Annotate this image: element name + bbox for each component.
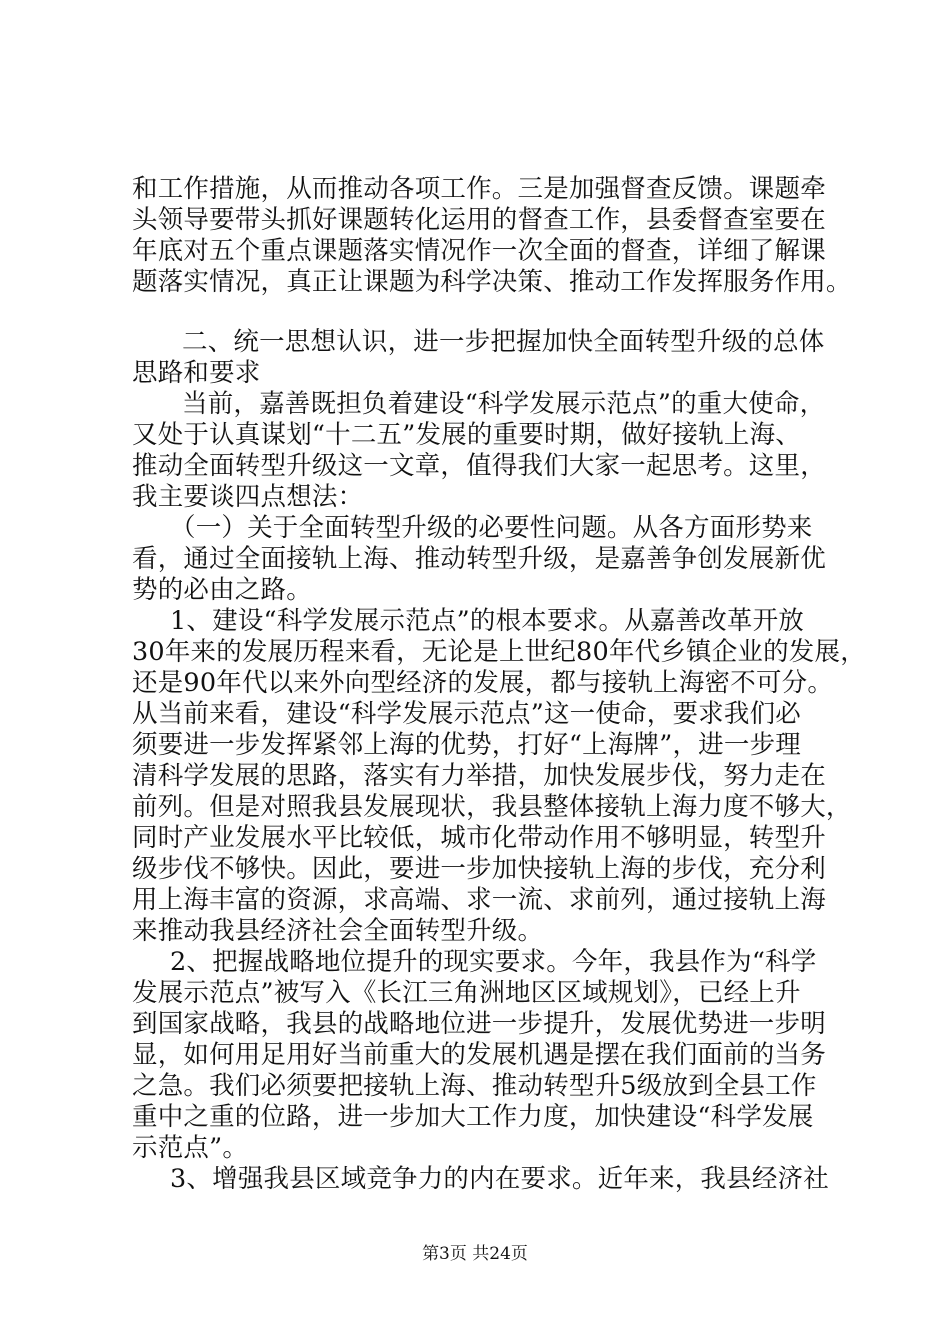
body-line: 年底对五个重点课题落实情况作一次全面的督查，详细了解课 <box>132 236 826 266</box>
body-line: 显，如何用足用好当前重大的发展机遇是摆在我们面前的当务 <box>132 1040 826 1070</box>
body-line: 用上海丰富的资源，求高端、求一流、求前列，通过接轨上海 <box>132 885 826 915</box>
section-heading-line: 二、统一思想认识，进一步把握加快全面转型升级的总体 <box>182 327 825 357</box>
body-line: 清科学发展的思路，落实有力举措，加快发展步伐，努力走在 <box>132 761 826 791</box>
body-line: 到国家战略，我县的战略地位进一步提升，发展优势进一步明 <box>132 1009 826 1039</box>
body-line: 示范点”。 <box>132 1133 249 1163</box>
body-line: 30年来的发展历程来看，无论是上世纪80年代乡镇企业的发展， <box>132 637 866 667</box>
subsection-heading-line: （一）关于全面转型升级的必要性问题。从各方面形势来 <box>170 513 813 543</box>
body-line: 从当前来看，建设“科学发展示范点”这一使命，要求我们必 <box>132 699 801 729</box>
body-line: 须要进一步发挥紧邻上海的优势，打好“上海牌”，进一步理 <box>132 730 801 760</box>
body-line: 看，通过全面接轨上海、推动转型升级，是嘉善争创发展新优 <box>132 544 826 574</box>
body-line: 重中之重的位路，进一步加大工作力度，加快建设“科学发展 <box>132 1102 814 1132</box>
body-line: 又处于认真谋划“十二五”发展的重要时期，做好接轨上海、 <box>132 420 801 450</box>
body-line: 前列。但是对照我县发展现状，我县整体接轨上海力度不够大， <box>132 792 852 822</box>
page-number-footer: 第3页 共24页 <box>422 1244 528 1264</box>
body-line: 1、建设“科学发展示范点”的根本要求。从嘉善改革开放 <box>170 606 804 636</box>
body-line: 发展示范点”被写入《长江三角洲地区区域规划》，已经上升 <box>132 978 801 1008</box>
section-heading-line: 思路和要求 <box>132 358 261 388</box>
body-line: 当前，嘉善既担负着建设“科学发展示范点”的重大使命， <box>182 389 826 419</box>
body-line: 之急。我们必须要把接轨上海、推动转型升5级放到全县工作 <box>132 1071 817 1101</box>
body-line: 2、把握战略地位提升的现实要求。今年，我县作为“科学 <box>170 947 817 977</box>
body-line: 同时产业发展水平比较低，城市化带动作用不够明显，转型升 <box>132 823 826 853</box>
body-line: 来推动我县经济社会全面转型升级。 <box>132 916 544 946</box>
body-line: 还是90年代以来外向型经济的发展，都与接轨上海密不可分。 <box>132 668 834 698</box>
body-line: 3、增强我县区域竞争力的内在要求。近年来，我县经济社 <box>170 1164 829 1194</box>
body-line: 我主要谈四点想法： <box>132 482 364 512</box>
body-line: 级步伐不够快。因此，要进一步加快接轨上海的步伐，充分利 <box>132 854 826 884</box>
body-line: 头领导要带头抓好课题转化运用的督查工作，县委督查室要在 <box>132 205 826 235</box>
body-line: 题落实情况，真正让课题为科学决策、推动工作发挥服务作用。 <box>132 267 852 297</box>
body-line: 推动全面转型升级这一文章，值得我们大家一起思考。这里， <box>132 451 826 481</box>
body-line: 和工作措施，从而推动各项工作。三是加强督查反馈。课题牵 <box>132 174 826 204</box>
body-line: 势的必由之路。 <box>132 575 312 605</box>
